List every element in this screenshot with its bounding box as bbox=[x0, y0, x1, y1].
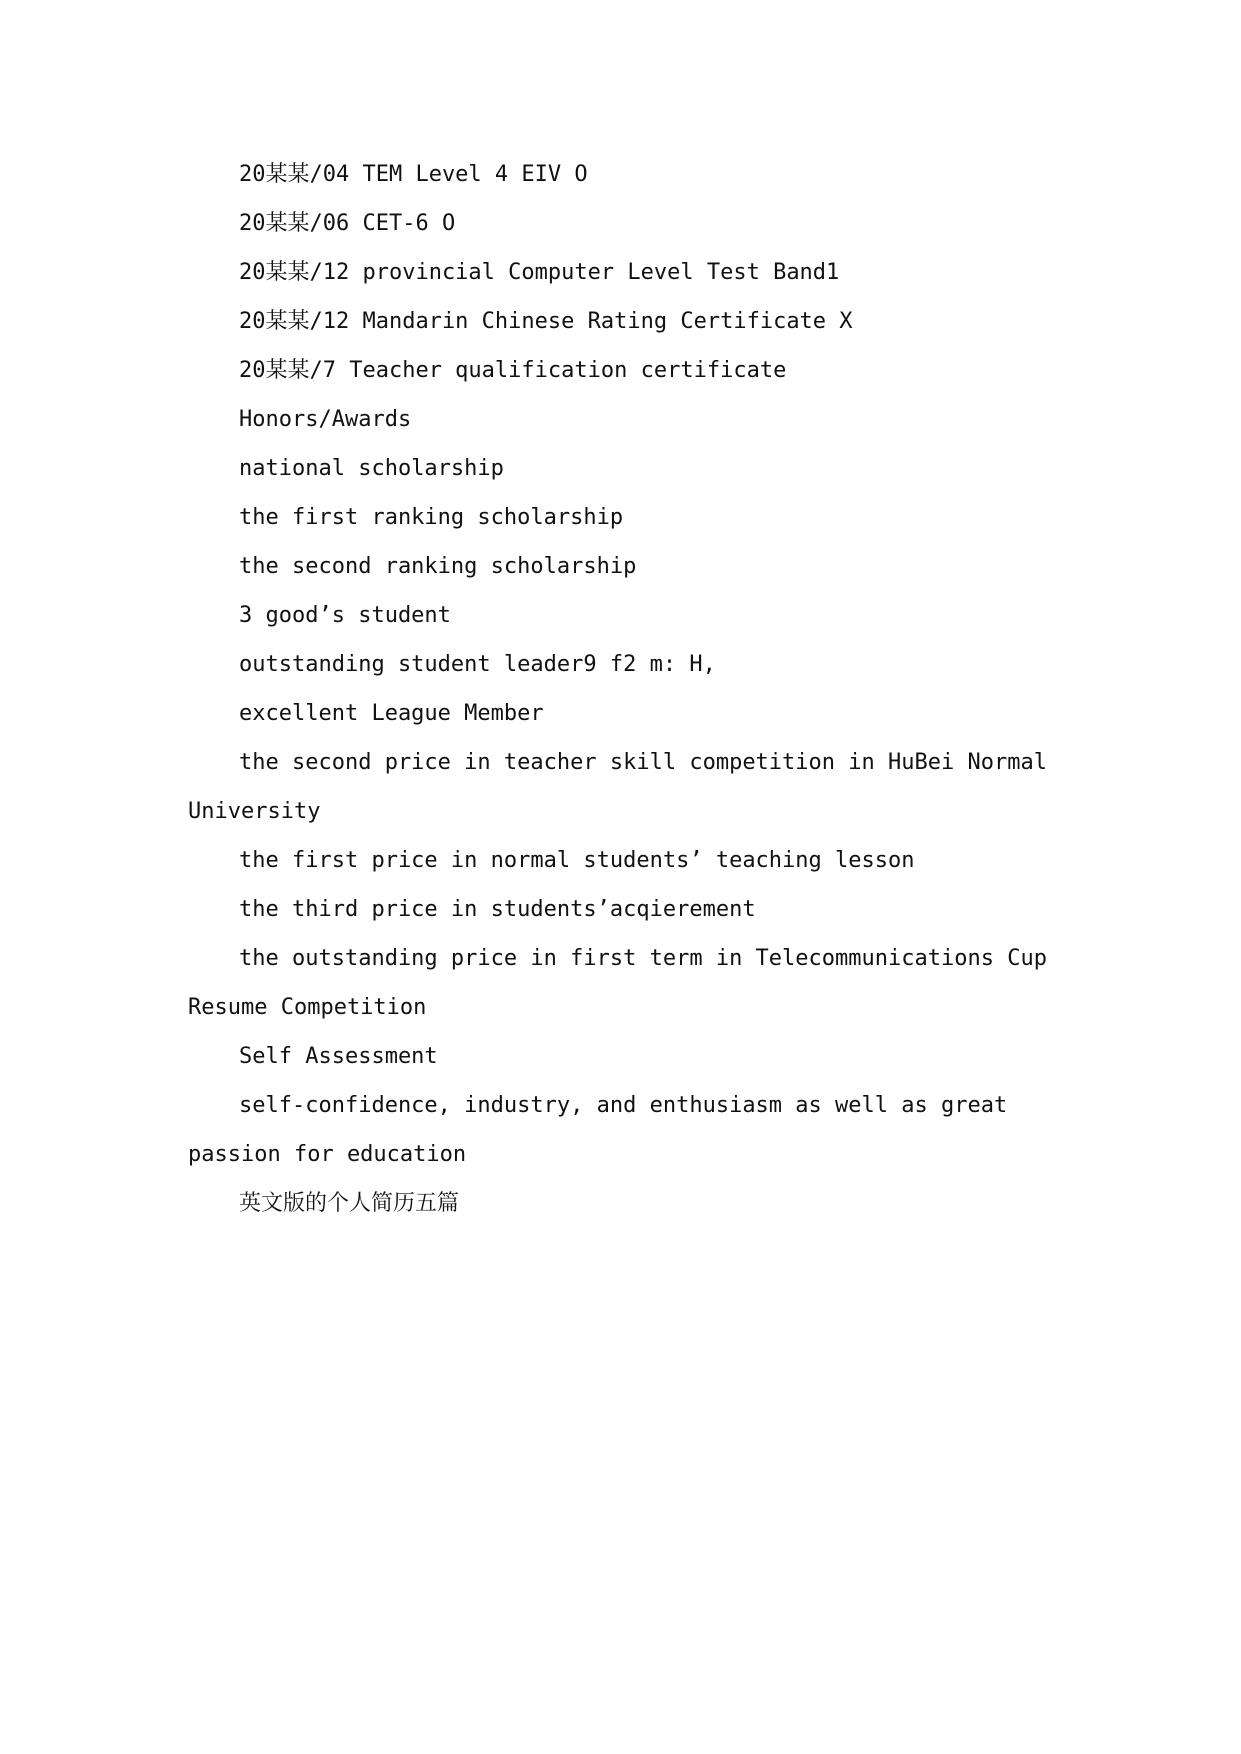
certificate-line-tem4: 20某某/04 TEM Level 4 EIV O bbox=[239, 162, 588, 187]
award-line-telecom-cup: the outstanding price in first term in Telecommunications Cup bbox=[239, 946, 1047, 971]
award-line-league-member: excellent League Member bbox=[239, 701, 544, 726]
certificate-line-cet6: 20某某/06 CET-6 O bbox=[239, 211, 456, 236]
award-line-acqierement: the third price in students’acqierement bbox=[239, 897, 756, 922]
section-heading-self-assessment: Self Assessment bbox=[239, 1044, 438, 1069]
award-line-first-scholarship: the first ranking scholarship bbox=[239, 505, 624, 530]
award-line-national-scholarship: national scholarship bbox=[239, 456, 504, 481]
certificate-line-computer: 20某某/12 provincial Computer Level Test Band1 bbox=[239, 260, 840, 285]
certificate-line-teacher: 20某某/7 Teacher qualification certificate bbox=[239, 358, 787, 383]
award-line-teacher-skill: the second price in teacher skill competition in HuBei Normal bbox=[239, 750, 1047, 775]
award-line-teaching-lesson: the first price in normal students’ teaching lesson bbox=[239, 848, 915, 873]
award-line-second-scholarship: the second ranking scholarship bbox=[239, 554, 637, 579]
award-line-student-leader: outstanding student leader9 f2 m: H, bbox=[239, 652, 716, 677]
award-line-good-student: 3 good’s student bbox=[239, 603, 451, 628]
resume-text-block bbox=[188, 150, 1047, 1228]
self-assessment-text-continued: passion for education bbox=[188, 1142, 467, 1167]
section-heading-honors: Honors/Awards bbox=[239, 407, 412, 432]
document-title-chinese: 英文版的个人简历五篇 bbox=[239, 1191, 460, 1216]
self-assessment-text: self-confidence, industry, and enthusiasm as well as great bbox=[239, 1093, 1008, 1118]
award-line-teacher-skill-continued: University bbox=[188, 799, 321, 824]
certificate-line-mandarin: 20某某/12 Mandarin Chinese Rating Certificate X bbox=[239, 309, 853, 334]
award-line-telecom-cup-continued: Resume Competition bbox=[188, 995, 427, 1020]
